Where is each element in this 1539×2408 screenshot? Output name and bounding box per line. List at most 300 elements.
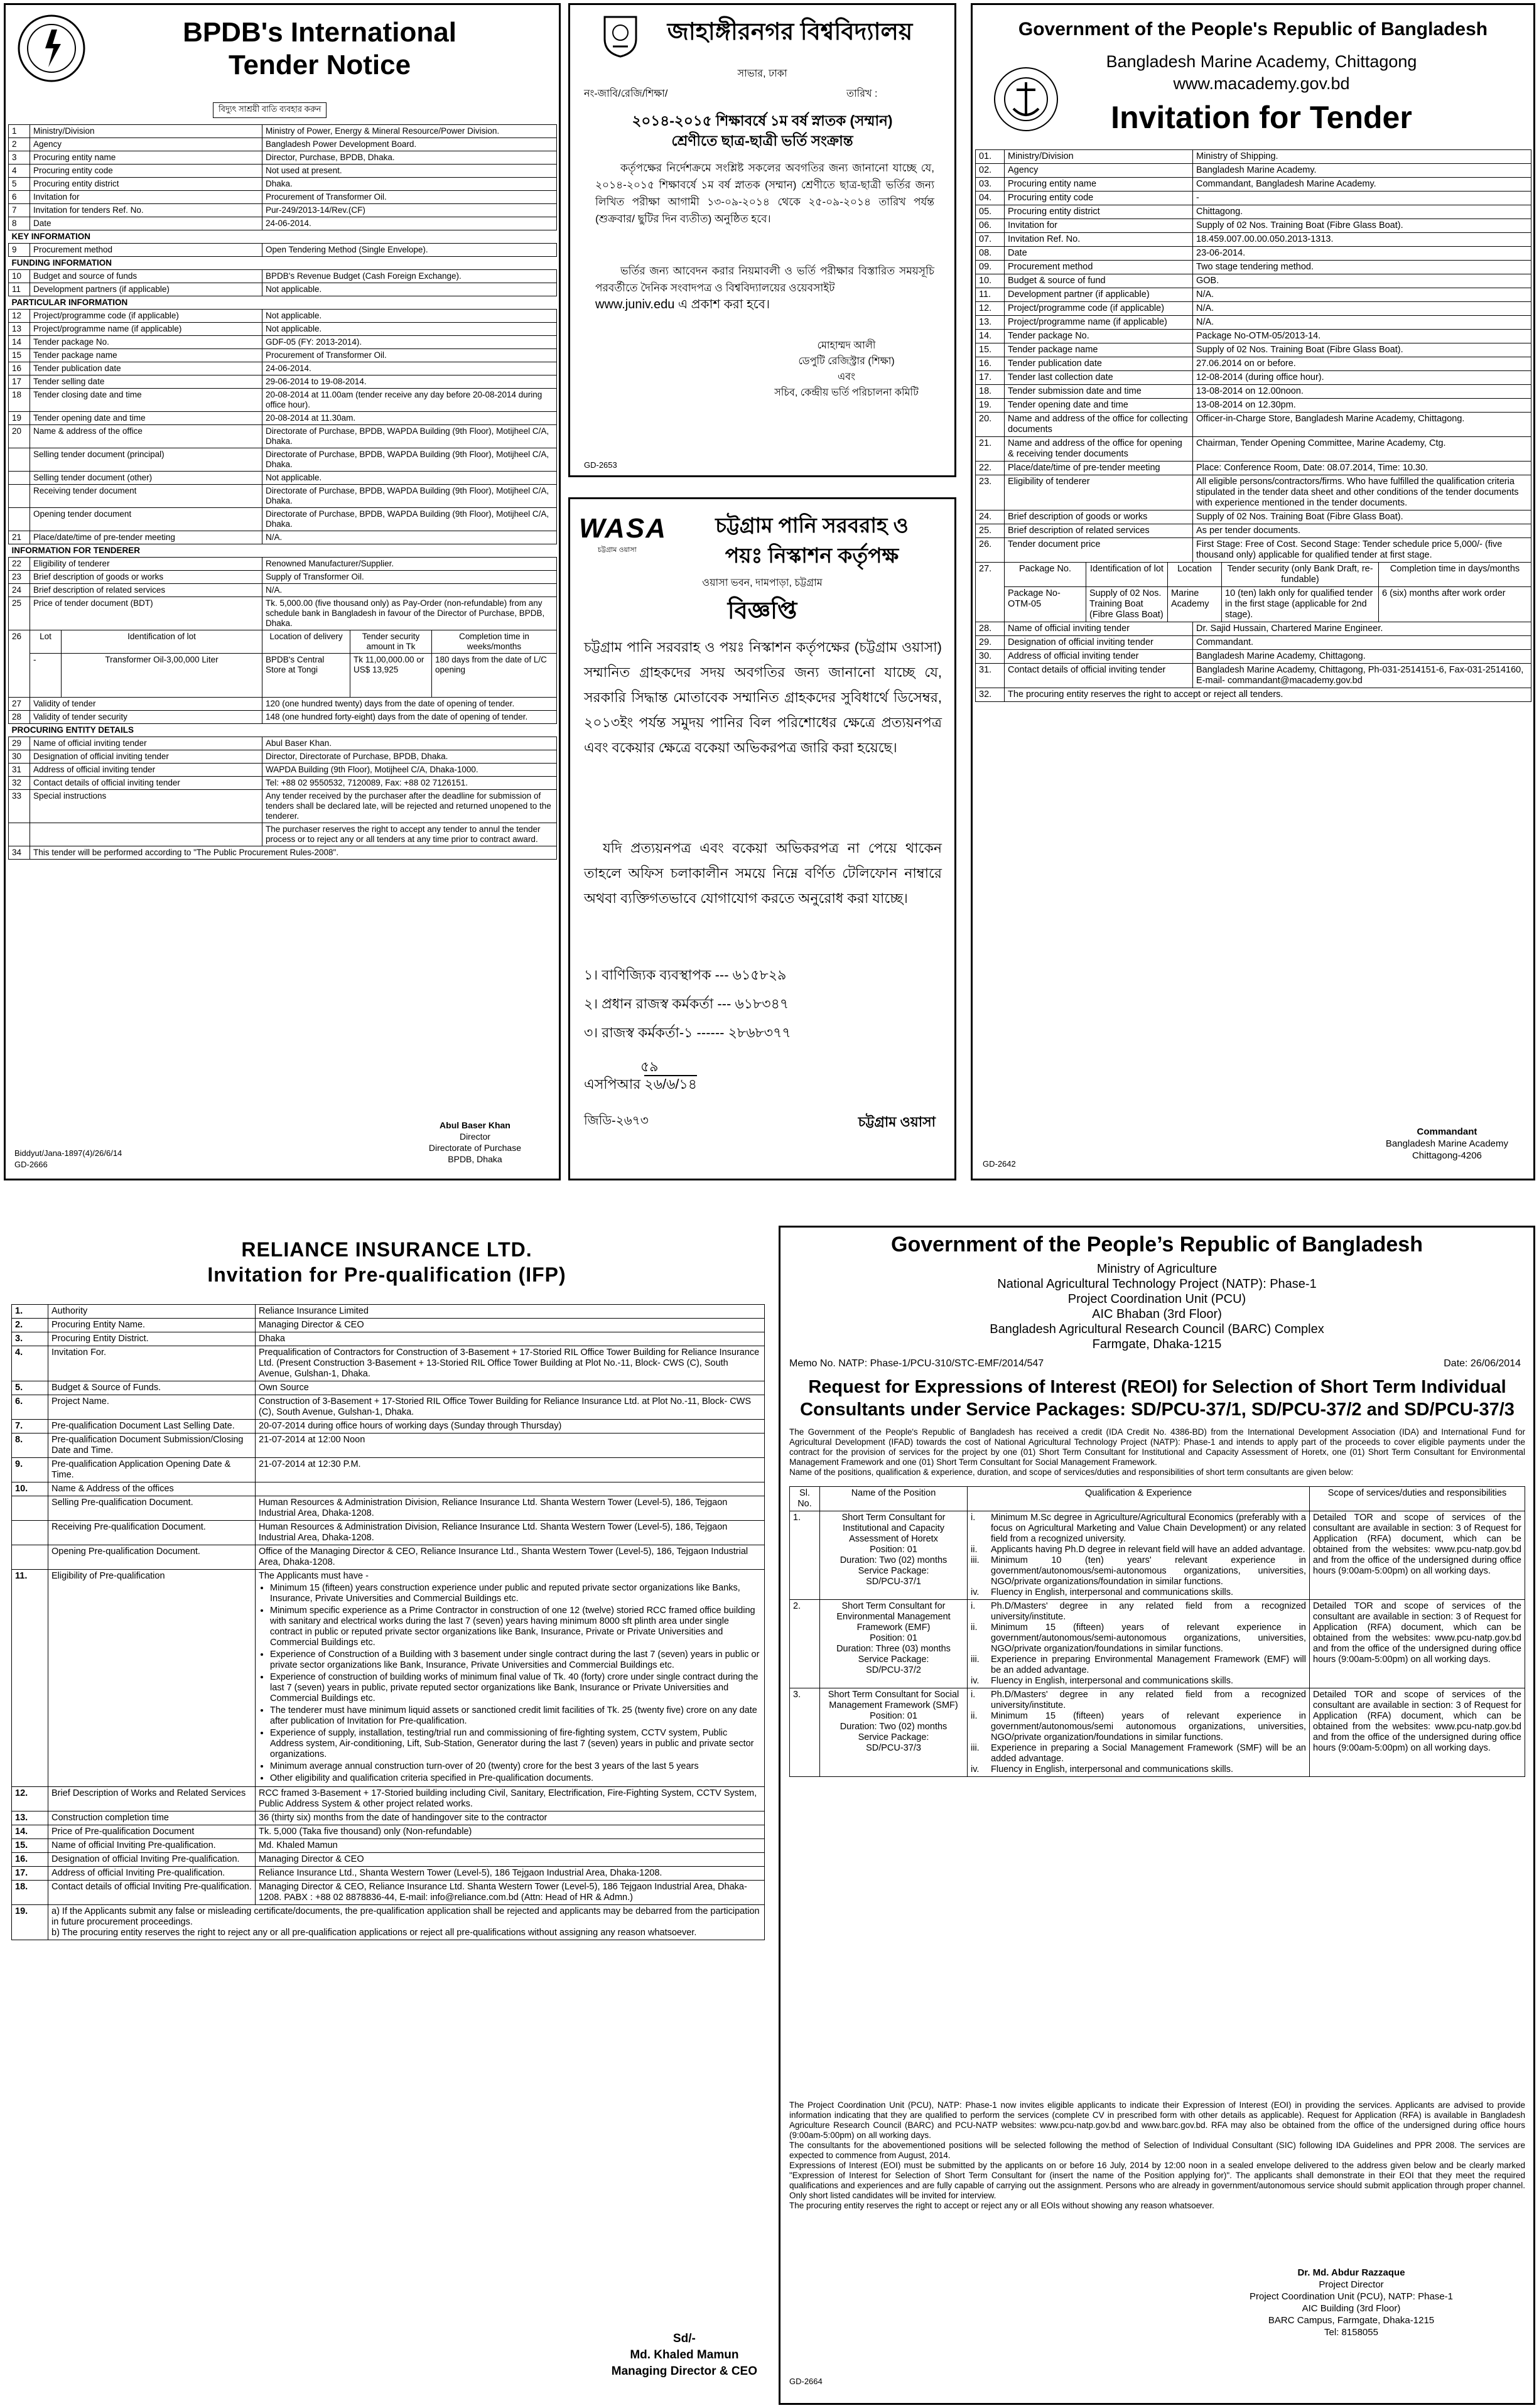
wasa-heading: বিজ্ঞপ্তি	[727, 598, 797, 624]
row-key: Invitation Ref. No.	[1005, 233, 1193, 247]
row-key: Address of official inviting tender	[30, 764, 262, 777]
table-row	[9, 138, 557, 151]
table-row	[12, 1420, 765, 1433]
ju-heading: ২০১৪-২০১৫ শিক্ষাবর্ষে ১ম বর্ষ স্নাতক (সম্মান)	[632, 112, 893, 129]
row-value: 21-07-2014 at 12:30 P.M.	[256, 1458, 765, 1482]
row-value: 27.06.2014 on or before.	[1193, 357, 1531, 371]
row-key: Project/programme name (if applicable)	[1005, 316, 1193, 330]
natp-footer-paragraph: Expressions of Interest (EOI) must be submitted by the applicants on or before 16 July, 2014 by 12:00 noon in a sealed envelope delivered to the address given below and be clearly marked "Expression of Interest for Selection of Short Term Consultant for (insert the name of the Position applying for)". The applicants shall demonstrate in their EOI that they meet the required qualifications and experiences and are fully capable of carrying out the assignment. Persons who are already in government/autonomous service should submit application through proper channel. Only short listed candidates will be invited for interview.	[789, 2161, 1525, 2200]
row-key: Invitation For.	[48, 1346, 256, 1381]
qualification-cell	[968, 1600, 1310, 1688]
col-head: Sl. No.	[790, 1487, 820, 1511]
table-row	[9, 244, 557, 257]
row-value: Commandant, Bangladesh Marine Academy.	[1193, 178, 1531, 192]
table-row	[12, 1395, 765, 1420]
wasa-paragraph-2: যদি প্রত্যয়নপত্র এবং বকেয়া অভিকরপত্র না পেয়ে থাকেন তাহলে অফিস চলাকালীন সময়ে নিম্নে বর্ণিত টেলিফোন নাম্বারে অথবা ব্যক্তিগতভাবে যোগাযোগ করতে অনুরোধ করা যাচ্ছে।	[584, 840, 942, 906]
row-key: Invitation for tenders Ref. No.	[30, 204, 262, 217]
row-key: Procuring entity district	[1005, 205, 1193, 219]
position-pkgno: SD/PCU-37/1	[866, 1577, 921, 1587]
eligibility-intro: The Applicants must have -	[259, 1571, 369, 1581]
row-key: Project/programme name (if applicable)	[30, 323, 262, 336]
row-no: 10.	[12, 1482, 48, 1496]
wasa-logo-sub: চট্টগ্রাম ওয়াসা	[598, 546, 637, 554]
row-value: 20-07-2014 during office hours of working days (Sunday through Thursday)	[256, 1420, 765, 1433]
wasa-title-2: পয়ঃ নিস্কাশন কর্তৃপক্ষ	[725, 544, 899, 567]
row-no	[12, 1521, 48, 1545]
row-value: Not applicable.	[262, 283, 557, 296]
ju-paragraph: কর্তৃপক্ষের নির্দেশক্রমে সংশ্লিষ্ট সকলের অবগতির জন্য জানানো যাচ্ছে যে, ২০১৪-২০১৫ শিক্ষাবর্ষে ১ম বর্ষ স্নাতক (সম্মান) শ্রেণীতে ছাত্র-ছাত্রী ভর্তির জন্য লিখিত পরীক্ষা আগামী ১৩-০৯-২০১৪ থেকে ২৫-০৯-২০১৪ তারিখ পর্যন্ত (শুক্রবার/ ছুটির দিন ব্যতীত) অনুষ্ঠিত হবে।	[595, 162, 934, 225]
scope-cell: Detailed TOR and scope of services of the consultant are available in section: 3 of Request for Application (RFA) document, which can be obtained from the websites: www.pcu-natp.gov.bd and from the office of the undersigned during office hours (9:00am-5:00pm) on all working days.	[1310, 1511, 1525, 1600]
row-value: 148 (one hundred forty-eight) days from the date of opening of tender.	[262, 711, 557, 724]
bma-website: www.macademy.gov.bd	[1173, 74, 1350, 93]
table-row	[9, 217, 557, 230]
row-key: Pre-qualification Application Opening Date & Time.	[48, 1458, 256, 1482]
row-value: Directorate of Purchase, BPDB, WAPDA Building (9th Floor), Motijheel C/A, Dhaka.	[262, 508, 557, 531]
position-name: Short Term Consultant for Social Management Framework (SMF)	[828, 1690, 959, 1710]
qualification-item	[971, 1587, 1306, 1598]
row-key: Date	[1005, 247, 1193, 261]
row-no: 13.	[976, 316, 1005, 330]
table-row	[9, 336, 557, 349]
ril-subtitle: Invitation for Pre-qualification (IFP)	[207, 1263, 566, 1286]
table-row	[976, 247, 1531, 261]
row-key: Name and address of the office for opening & receiving tender documents	[1005, 437, 1193, 462]
row-value: Ministry of Power, Energy & Mineral Resource/Power Division.	[262, 125, 557, 138]
spr-date: ২৬/৬/১৪	[644, 1076, 698, 1092]
row-value	[256, 1482, 765, 1496]
reliance-ifp	[4, 1226, 770, 2405]
table-row	[976, 664, 1531, 688]
table-row	[790, 1688, 1525, 1777]
qualification-item	[971, 1545, 1306, 1555]
col-head: Qualification & Experience	[968, 1487, 1310, 1511]
row-value: Tk. 5,000.00 (five thousand only) as Pay-Order (non-refundable) from any schedule bank in Bangladesh in favour of the Director of Purchase, BPDB, Dhaka.	[262, 597, 557, 630]
table-row	[12, 1458, 765, 1482]
row-key: Eligibility of tenderer	[1005, 475, 1193, 510]
row-value: Bangladesh Marine Academy, Chittagong, Ph-031-2514151-6, Fax-031-2514160, E-mail- commandant@macademy.gov.bd	[1193, 664, 1531, 688]
position-name: Short Term Consultant for Institutional and Capacity Assessment of Horetx	[841, 1513, 946, 1544]
row-no: 15.	[12, 1839, 48, 1853]
table-row	[12, 1881, 765, 1905]
list-item: • Minimum average annual construction turn-over of 20 (twenty) crore for the best 3 years of the last 5 years	[270, 1761, 761, 1772]
row-no: 27.	[976, 563, 1005, 622]
package-cell: 10 (ten) lakh only for qualified tender in the first stage (applicable for 2nd stage).	[1222, 587, 1379, 622]
lot-head: Lot	[30, 630, 62, 654]
row-key: Receiving Pre-qualification Document.	[48, 1521, 256, 1545]
row-value: Renowned Manufacturer/Supplier.	[262, 558, 557, 571]
position-pkgno: SD/PCU-37/2	[866, 1665, 921, 1675]
row-no: 22.	[976, 462, 1005, 475]
row-value: 120 (one hundred twenty) days from the date of opening of tender.	[262, 698, 557, 711]
list-item: ৩। রাজস্ব কর্মকর্তা-১ ------ ২৮৬৮৩৭৭	[584, 1025, 791, 1040]
row-key: Procuring entity district	[30, 178, 262, 191]
gd-number: GD-2666	[14, 1160, 48, 1169]
table-row	[9, 558, 557, 571]
row-no: 4.	[12, 1346, 48, 1381]
ju-paragraph-2: ভর্তির জন্য আবেদন করার নিয়মাবলী ও ভর্তি পরীক্ষার বিস্তারিত সময়সূচি পরবর্তীতে দৈনিক সংবাদপত্র ও বিশ্ববিদ্যালয়ের ওয়েবসাইট	[595, 265, 934, 294]
table-row	[976, 622, 1531, 636]
table-row	[12, 1521, 765, 1545]
qualification-item	[971, 1711, 1306, 1743]
row-key: Budget & Source of Funds.	[48, 1381, 256, 1395]
package-head: Package No.	[1005, 563, 1086, 587]
row-no	[9, 823, 30, 846]
bma-signature	[1386, 1126, 1508, 1162]
table-row	[9, 764, 557, 777]
row-no: 11.	[976, 288, 1005, 302]
row-no: 31	[9, 764, 30, 777]
row-key: Designation of official inviting tender	[30, 750, 262, 764]
row-value: GDF-05 (FY: 2013-2014).	[262, 336, 557, 349]
row-key	[30, 823, 262, 846]
row-no: 2	[9, 138, 30, 151]
qualification-item	[971, 1513, 1306, 1545]
row-no: 8	[9, 217, 30, 230]
row-no: 31.	[976, 664, 1005, 688]
row-value: N/A.	[1193, 302, 1531, 316]
table-row	[9, 412, 557, 425]
position-dur: Duration: Two (02) months	[840, 1722, 948, 1732]
row-no: 9.	[12, 1458, 48, 1482]
row-key: Opening tender document	[30, 508, 262, 531]
sig-line: BPDB, Dhaka	[448, 1154, 502, 1164]
table-row	[12, 1496, 765, 1521]
row-no: 27	[9, 698, 30, 711]
section-row	[9, 230, 557, 244]
row-no: 21	[9, 531, 30, 544]
row-no: 7.	[12, 1420, 48, 1433]
position-pos: Position: 01	[870, 1633, 917, 1643]
row-key: Selling Pre-qualification Document.	[48, 1496, 256, 1521]
row-key: Construction completion time	[48, 1811, 256, 1825]
list-item: • Other eligibility and qualification criteria specified in Pre-qualification documents.	[270, 1773, 761, 1784]
row-value: Supply of 02 Nos. Training Boat (Fibre Glass Boat).	[1193, 219, 1531, 233]
row-key: Procurement method	[30, 244, 262, 257]
ju-logo	[602, 14, 639, 58]
row-key: Place/date/time of pre-tender meeting	[30, 531, 262, 544]
package-cell: Package No- OTM-05	[1005, 587, 1086, 622]
row-key: Development partner (if applicable)	[1005, 288, 1193, 302]
row-no: 34	[9, 846, 30, 860]
row-key: Address of official inviting tender	[1005, 650, 1193, 664]
wasa-logo-text: WASA	[579, 513, 667, 544]
qualification-no: ii.	[971, 1711, 978, 1721]
list-item: • Experience of Construction of a Building with 3 basement under single contract during the last 7 (seven) years in public or private sector organizations like Bank, Insurance, Private Universities and Commercial Buildings etc.	[270, 1649, 761, 1671]
bpdb-lot-table	[8, 630, 557, 698]
table-row	[9, 597, 557, 630]
row-value: Human Resources & Administration Division, Reliance Insurance Ltd. Shanta Western Tower (Level-5), 186, Tejgaon Industrial Area, Dhaka-1208.	[256, 1521, 765, 1545]
row-value: 18.459.007.00.00.050.2013-1313.	[1193, 233, 1531, 247]
wasa-notice	[568, 497, 956, 1180]
table-row	[976, 274, 1531, 288]
row-key: Pre-qualification Document Last Selling Date.	[48, 1420, 256, 1433]
table-row	[9, 151, 557, 165]
row-key: Place/date/time of pre-tender meeting	[1005, 462, 1193, 475]
row-value: Open Tendering Method (Single Envelope).	[262, 244, 557, 257]
row-key: Name of official inviting tender	[1005, 622, 1193, 636]
row-value: BPDB's Revenue Budget (Cash Foreign Exchange).	[262, 270, 557, 283]
table-row	[976, 205, 1531, 219]
natp-memo: Memo No. NATP: Phase-1/PCU-310/STC-EMF/2014/547	[789, 1358, 1044, 1369]
table-row	[9, 165, 557, 178]
row-no: 8.	[12, 1433, 48, 1458]
row-value: N/A.	[262, 531, 557, 544]
row-value: Director, Directorate of Purchase, BPDB, Dhaka.	[262, 750, 557, 764]
header-line: Bangladesh Agricultural Research Council (BARC) Complex	[990, 1322, 1324, 1336]
row-value: 21-07-2014 at 12:00 Noon	[256, 1433, 765, 1458]
ju-admission-notice	[568, 3, 956, 477]
row-no: 17	[9, 375, 30, 389]
row-no: 11.	[12, 1570, 48, 1787]
row-key: Designation of official Inviting Pre-qualification.	[48, 1853, 256, 1867]
table-row	[976, 219, 1531, 233]
qualification-item	[971, 1622, 1306, 1655]
sig-name: Commandant	[1417, 1126, 1477, 1137]
position-pkg: Service Package:	[858, 1655, 929, 1665]
row-key: Name of official Inviting Pre-qualification.	[48, 1839, 256, 1853]
row-value: Not applicable.	[262, 323, 557, 336]
eligibility-cell	[256, 1570, 765, 1787]
row-key: Tender package No.	[30, 336, 262, 349]
row-no: 18.	[12, 1881, 48, 1905]
header-line: National Agricultural Technology Project (NATP): Phase-1	[997, 1277, 1317, 1291]
energy-saving-badge: বিদ্যুৎ সাশ্রয়ী বাতি ব্যবহার করুন	[213, 102, 327, 118]
row-value: 20-08-2014 at 11.00am (tender receive any day before 20-08-2014 during office hour).	[262, 389, 557, 412]
table-row	[976, 650, 1531, 664]
section-row	[9, 544, 557, 558]
table-row	[976, 475, 1531, 510]
wasa-contact-list	[584, 961, 942, 1047]
qualification-no: iv.	[971, 1676, 980, 1686]
sig-line: Directorate of Purchase	[428, 1143, 521, 1153]
row-value: Procurement of Transformer Oil.	[262, 191, 557, 204]
row-value: Supply of 02 Nos. Training Boat (Fibre Glass Boat).	[1193, 343, 1531, 357]
row-value: Pur-249/2013-14/Rev.(CF)	[262, 204, 557, 217]
table-row	[976, 261, 1531, 274]
row-key: Validity of tender	[30, 698, 262, 711]
row-key: Tender closing date and time	[30, 389, 262, 412]
row-no: 12.	[12, 1787, 48, 1811]
row-key: Receiving tender document	[30, 485, 262, 508]
wasa-paragraph: চট্টগ্রাম পানি সরবরাহ ও পয়ঃ নিস্কাশন কর্তৃপক্ষের (চট্টগ্রাম ওয়াসা) সম্মানিত গ্রাহকদের সদয় অবগতির জন্য জানানো যাচ্ছে যে, সরকারি সিদ্ধান্ত মোতাবেক সম্মানিত গ্রাহকদের সুবিধার্থে ডিসেম্বর, ২০১৩ইং পর্যন্ত সমুদয় পানির বিল পরিশোধের ক্ষেত্রে প্রত্যয়নপত্র এবং বকেয়ার ক্ষেত্রে বকেয়া অভিকরপত্র জারি করা হয়েছে।	[584, 639, 942, 755]
row-value: Place: Conference Room, Date: 08.07.2014, Time: 10.30.	[1193, 462, 1531, 475]
qualification-item	[971, 1555, 1306, 1587]
row-key: Ministry/Division	[30, 125, 262, 138]
table-row	[12, 1482, 765, 1496]
table-row	[976, 524, 1531, 538]
row-no: 21.	[976, 437, 1005, 462]
row-no: 14.	[12, 1825, 48, 1839]
row-value: Supply of Transformer Oil.	[262, 571, 557, 584]
row-key: Name & Address of the offices	[48, 1482, 256, 1496]
row-value: 36 (thirty six) months from the date of handingover site to the contractor	[256, 1811, 765, 1825]
sig-line: BARC Campus, Farmgate, Dhaka-1215	[1268, 2315, 1435, 2326]
table-row	[976, 413, 1531, 437]
table-row	[9, 472, 557, 485]
package-cell: Supply of 02 Nos. Training Boat (Fibre Glass Boat)	[1086, 587, 1168, 622]
row-key: Name & address of the office	[30, 425, 262, 448]
table-row	[12, 1867, 765, 1881]
table-row	[9, 790, 557, 823]
scope-cell: Detailed TOR and scope of services of the consultant are available in section: 3 of Request for Application (RFA) document, which can be obtained from the websites: www.pcu-natp.gov.bd and from the office of the undersigned during office hours (9:00am-5:00pm) on all working days.	[1310, 1688, 1525, 1777]
row-value: Human Resources & Administration Division, Reliance Insurance Ltd. Shanta Western Tower (Level-5), 186, Tejgaon Industrial Area, Dhaka-1208.	[256, 1496, 765, 1521]
row-19	[48, 1905, 765, 1940]
bpdb-table-2	[8, 697, 557, 860]
spr-label: এসপিআর	[584, 1076, 641, 1092]
gd-number: GD-2653	[584, 460, 617, 470]
row-no: 02.	[976, 164, 1005, 178]
table-row	[976, 233, 1531, 247]
qualification-text: Fluency in English, interpersonal and communications skills.	[991, 1587, 1234, 1597]
row-key: Address of official Inviting Pre-qualification.	[48, 1867, 256, 1881]
row-no: 33	[9, 790, 30, 823]
table-row	[9, 389, 557, 412]
row-value: 29-06-2014 to 19-08-2014.	[262, 375, 557, 389]
natp-header	[780, 1261, 1533, 1352]
row-no	[9, 448, 30, 472]
gd-number: জিডি-২৬৭৩	[584, 1114, 649, 1128]
bma-gov-title: Government of the People's Republic of Bangladesh	[1018, 19, 1488, 40]
bpdb-table	[8, 124, 557, 630]
row-key: Tender last collection date	[1005, 371, 1193, 385]
table-row	[9, 310, 557, 323]
row-key: Selling tender document (other)	[30, 472, 262, 485]
row-value: The purchaser reserves the right to accept any tender to annul the tender process or to reject any or all tenders at any time prior to contract award.	[262, 823, 557, 846]
qualification-no: iv.	[971, 1764, 980, 1774]
qualification-text: Minimum 10 (ten) years' relevant experience in government/autonomous/semi-autonomous organizations, universities, NGO/private organizations/foundation in similar functions.	[991, 1555, 1306, 1587]
table-row	[9, 349, 557, 362]
bpdb-logo	[17, 14, 86, 83]
row-value: Officer-in-Charge Store, Bangladesh Marine Academy, Chittagong.	[1193, 413, 1531, 437]
wasa-title: চট্টগ্রাম পানি সরবরাহ ও	[715, 514, 909, 537]
row-key: Development partners (if applicable)	[30, 283, 262, 296]
section-heading: FUNDING INFORMATION	[9, 257, 557, 270]
row-value: Bangladesh Marine Academy.	[1193, 164, 1531, 178]
row-key: Project/programme code (if applicable)	[1005, 302, 1193, 316]
row-value: As per tender documents.	[1193, 524, 1531, 538]
qualification-item	[971, 1690, 1306, 1711]
qualification-text: Experience in preparing Environmental Management Framework (EMF) will be an added advantage.	[991, 1655, 1306, 1675]
row-key: Name and address of the office for collecting documents	[1005, 413, 1193, 437]
section-row	[9, 257, 557, 270]
row-key: Tender document price	[1005, 538, 1193, 563]
table-row	[976, 462, 1531, 475]
row-value: RCC framed 3-Basement + 17-Storied building including Civil, Sanitary, Electrification, Fire-Fighting System, CCTV System, Public Address System & other project related works.	[256, 1787, 765, 1811]
list-item: • The tenderer must have minimum liquid assets or sanctioned credit limit facilities of Tk. 25 (twenty five) crore on any date after publication of Invitation for Pre-qualification.	[270, 1705, 761, 1727]
spr-number: ৫৯	[640, 1059, 659, 1074]
table-row	[9, 448, 557, 472]
lot-head: Tender security amount in Tk	[350, 630, 432, 654]
row-no: 09.	[976, 261, 1005, 274]
row-no: 29	[9, 737, 30, 750]
row-no: 06.	[976, 219, 1005, 233]
table-row	[790, 1511, 1525, 1600]
table-row	[976, 178, 1531, 192]
table-row	[12, 1825, 765, 1839]
position-dur: Duration: Two (02) months	[840, 1555, 948, 1565]
row-no: 23.	[976, 475, 1005, 510]
bpdb-title-2: Tender Notice	[228, 50, 411, 80]
row-key: Agency	[1005, 164, 1193, 178]
col-head: Scope of services/duties and responsibilities	[1310, 1487, 1525, 1511]
row-no: 1.	[790, 1511, 820, 1600]
row-no: 19.	[976, 399, 1005, 413]
table-row	[976, 538, 1531, 563]
table-row	[12, 1853, 765, 1867]
sig-line: Managing Director & CEO	[611, 2365, 757, 2378]
row-value: Tk. 5,000 (Taka five thousand) only (Non-refundable)	[256, 1825, 765, 1839]
wasa-signature: চট্টগ্রাম ওয়াসা	[858, 1114, 936, 1130]
row-value: -	[1193, 192, 1531, 205]
bpdb-title: BPDB's International	[183, 17, 456, 48]
wasa-spr	[584, 1058, 697, 1093]
section-heading: PROCURING ENTITY DETAILS	[9, 724, 557, 737]
package-head: Location	[1168, 563, 1222, 587]
qualification-item	[971, 1601, 1306, 1622]
row-no: 32.	[976, 688, 1005, 702]
row-no	[12, 1496, 48, 1521]
row-no	[12, 1545, 48, 1570]
ju-place: সাভার, ঢাকা	[737, 68, 787, 79]
qualification-item	[971, 1676, 1306, 1687]
row-no: 24	[9, 584, 30, 597]
table-row	[976, 371, 1531, 385]
qualification-cell	[968, 1511, 1310, 1600]
sig-line: Tel: 8158055	[1324, 2327, 1378, 2338]
row-no: 05.	[976, 205, 1005, 219]
row-key: Date	[30, 217, 262, 230]
table-row	[9, 270, 557, 283]
ril-table	[11, 1304, 765, 1940]
table-row	[9, 283, 557, 296]
lot-cell: -	[30, 654, 62, 698]
list-item: ২। প্রধান রাজস্ব কর্মকর্তা --- ৬১৮৩৪৭	[584, 996, 789, 1012]
natp-signature	[1188, 2267, 1515, 2338]
natp-intro: The Government of the People's Republic of Bangladesh has received a credit (IDA Credit No. 4386-BD) from the International Development Association (IDA) and International Fund for Agricultural Development (IFAD) towards the cost of National Agricultural Technology Project (NATP): Phase-1 and intends to apply part of the proceeds to cover eligible payments under the contract for the provision of services for the project by one (01) Short Term Consultant for Institutional and Capacity Assessment of Horetx, one (01) Short Term Consultant for Environmental Management Framework and one (01) Short Term Consultant for Social Management Framework.	[789, 1427, 1525, 1467]
qualification-no: ii.	[971, 1622, 978, 1633]
qualification-no: i.	[971, 1601, 976, 1611]
lot-cell: 180 days from the date of L/C opening	[432, 654, 557, 698]
row-no: 9	[9, 244, 30, 257]
row-key: Tender submission date and time	[1005, 385, 1193, 399]
bma-package-table	[975, 562, 1531, 622]
row-no: 25.	[976, 524, 1005, 538]
row-no: 25	[9, 597, 30, 630]
table-row	[976, 288, 1531, 302]
row-value: Two stage tendering method.	[1193, 261, 1531, 274]
row-value: 24-06-2014.	[262, 217, 557, 230]
row-key: Special instructions	[30, 790, 262, 823]
table-row	[976, 192, 1531, 205]
bma-org: Bangladesh Marine Academy, Chittagong	[1106, 52, 1417, 71]
row-key: Invitation for	[30, 191, 262, 204]
row-no: 10.	[976, 274, 1005, 288]
row-value: Reliance Insurance Limited	[256, 1305, 765, 1319]
row-no	[9, 485, 30, 508]
header-line: Ministry of Agriculture	[1096, 1262, 1218, 1276]
qualification-no: iii.	[971, 1743, 980, 1753]
natp-date: Date: 26/06/2014	[1444, 1358, 1521, 1369]
row-value: Bangladesh Power Development Board.	[262, 138, 557, 151]
position-pos: Position: 01	[870, 1545, 917, 1555]
header-line: Project Coordination Unit (PCU)	[1067, 1292, 1246, 1306]
row-key: Procuring Entity District.	[48, 1332, 256, 1346]
row-value: Any tender received by the purchaser after the deadline for submission of tenders shall be declared late, will be rejected and returned unopened to the tenderer.	[262, 790, 557, 823]
row-no: 1.	[12, 1305, 48, 1319]
table-row	[9, 178, 557, 191]
row-no: 5	[9, 178, 30, 191]
list-item: • Minimum specific experience as a Prime Contractor in construction of one 12 (twelve) storied RCC framed office building with sanitary and electrical works during the last 7 (seven) years having minimum 8000 sft plinth area under single contract in public or reputed private sector organizations like Bank, Insurance, Private or Private Universities and Commercial Buildings etc.	[270, 1606, 761, 1648]
